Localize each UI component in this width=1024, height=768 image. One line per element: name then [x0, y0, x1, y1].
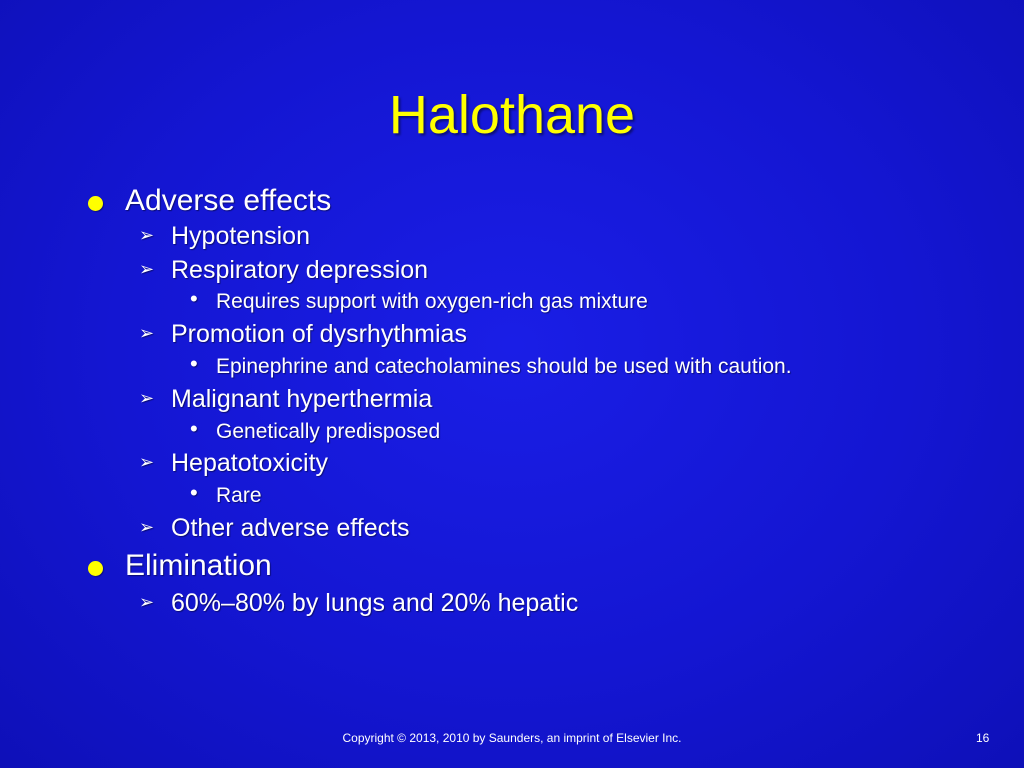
bullet-text: Epinephrine and catecholamines should be used with caution.: [216, 355, 792, 378]
yellow-dot-bullet-icon: [88, 561, 103, 576]
dot-bullet-icon: •: [190, 351, 198, 376]
dot-bullet-icon: •: [190, 480, 198, 505]
bullet-text: Malignant hyperthermia: [171, 385, 433, 413]
bullet-text: Promotion of dysrhythmias: [171, 320, 467, 348]
arrowhead-bullet-icon: ➢: [139, 452, 155, 472]
bullet-text: Requires support with oxygen-rich gas mixture: [216, 290, 648, 313]
bullet-text: Elimination: [125, 549, 272, 582]
dot-bullet-icon: •: [190, 286, 198, 311]
page-number: 16: [976, 731, 990, 745]
bullet-text: Adverse effects: [125, 184, 332, 217]
bullet-text: Rare: [216, 484, 262, 507]
bullet-text: Hepatotoxicity: [171, 449, 329, 477]
bullet-text: Genetically predisposed: [216, 420, 441, 443]
bullet-text: 60%–80% by lungs and 20% hepatic: [171, 589, 579, 617]
arrowhead-bullet-icon: ➢: [139, 592, 155, 612]
copyright-footer: Copyright © 2013, 2010 by Saunders, an imprint of Elsevier Inc.: [342, 731, 682, 745]
yellow-dot-bullet-icon: [88, 196, 103, 211]
arrowhead-bullet-icon: ➢: [139, 259, 155, 279]
bullet-text: Other adverse effects: [171, 514, 410, 542]
slide-title: Halothane: [388, 85, 636, 145]
bullet-text: Hypotension: [171, 222, 310, 250]
arrowhead-bullet-icon: ➢: [139, 517, 155, 537]
arrowhead-bullet-icon: ➢: [139, 225, 155, 245]
arrowhead-bullet-icon: ➢: [139, 388, 155, 408]
dot-bullet-icon: •: [190, 416, 198, 441]
bullet-text: Respiratory depression: [171, 256, 429, 284]
arrowhead-bullet-icon: ➢: [139, 323, 155, 343]
